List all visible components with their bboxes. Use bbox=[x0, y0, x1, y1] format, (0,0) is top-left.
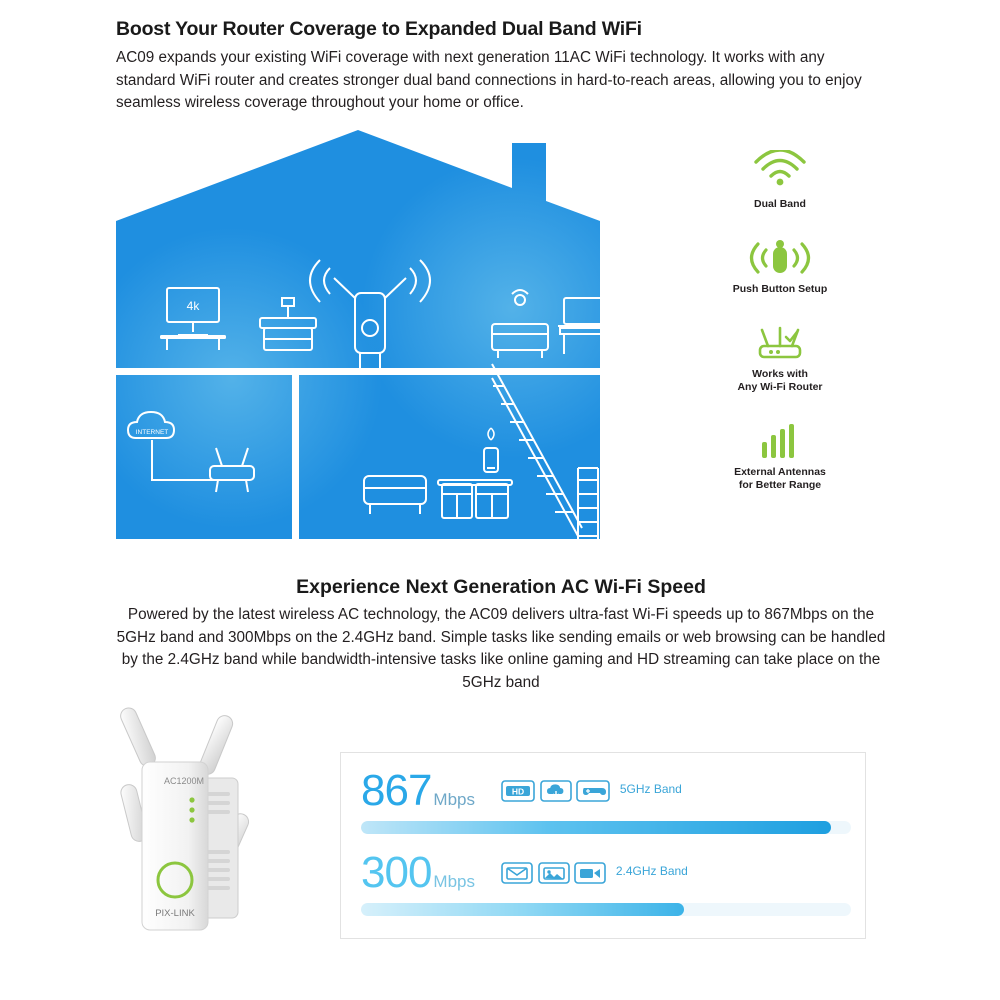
feature-external-antennas bbox=[690, 416, 870, 492]
section-one-heading: Boost Your Router Coverage to Expanded Dual Band WiFi bbox=[116, 18, 642, 40]
speed-icons-24ghz bbox=[501, 862, 606, 884]
cloud-icon bbox=[540, 780, 572, 802]
feature-works-with-router bbox=[690, 318, 870, 394]
cloud-internet-label: INTERNET bbox=[135, 429, 169, 436]
speed-unit-24ghz: Mbps bbox=[433, 872, 475, 891]
device-image bbox=[120, 700, 350, 960]
speed-bar-fill-24ghz bbox=[361, 903, 684, 916]
section-one bbox=[116, 18, 888, 115]
router-icon bbox=[690, 318, 870, 362]
feature-label-works-with-line1: Works with bbox=[752, 368, 808, 380]
feature-list bbox=[690, 148, 870, 514]
section-two bbox=[110, 576, 892, 694]
gamepad-icon bbox=[576, 780, 610, 802]
feature-dual-band bbox=[690, 148, 870, 211]
speed-value-5ghz: 867 bbox=[361, 766, 432, 815]
mail-icon bbox=[501, 862, 533, 884]
speed-bar-track-24ghz bbox=[361, 903, 851, 916]
feature-label-dual-band: Dual Band bbox=[754, 198, 806, 210]
speed-panel bbox=[340, 752, 866, 939]
svg-text:HD: HD bbox=[512, 786, 525, 797]
section-two-heading: Experience Next Generation AC Wi-Fi Speed bbox=[296, 576, 706, 598]
push-button-icon bbox=[690, 233, 870, 277]
speed-row-5ghz bbox=[361, 767, 851, 834]
speed-unit-5ghz: Mbps bbox=[433, 790, 475, 809]
section-two-body: Powered by the latest wireless AC technology, the AC09 delivers ultra-fast Wi-Fi speeds up to 867Mbps on the 5GHz band and 300Mbps on the 2.4GHz band. Simple tasks like sending emails or web browsing can be handled by the 2.4GHz band while bandwidth-intensive tasks like online gaming and HD streaming can take place on the 5GHz band bbox=[116, 606, 886, 691]
speed-bar-track-5ghz bbox=[361, 821, 851, 834]
house-illustration bbox=[112, 128, 642, 543]
device-brand-label: PIX-LINK bbox=[155, 908, 195, 919]
tv-4k-label: 4k bbox=[186, 299, 200, 313]
speed-bar-fill-5ghz bbox=[361, 821, 831, 834]
feature-label-push-button: Push Button Setup bbox=[732, 283, 828, 295]
speed-icons-5ghz bbox=[501, 780, 610, 802]
feature-push-button-setup bbox=[690, 233, 870, 296]
feature-label-antennas-line2: for Better Range bbox=[738, 479, 822, 491]
video-icon bbox=[574, 862, 606, 884]
section-one-body: AC09 expands your existing WiFi coverage with next generation 11AC WiFi technology. It works with any standard WiFi router and creates stronger dual band connections in hard-to-reach areas, allowing you to enjoy seamless wireless coverage throughout your home or office. bbox=[116, 49, 862, 111]
feature-label-works-with-line2: Any Wi-Fi Router bbox=[737, 381, 823, 393]
speed-row-24ghz bbox=[361, 849, 851, 916]
device-model-label: AC1200M bbox=[164, 776, 205, 786]
band-label-5ghz: 5GHz Band bbox=[619, 782, 682, 796]
hd-icon bbox=[501, 780, 535, 802]
band-label-24ghz: 2.4GHz Band bbox=[615, 864, 688, 878]
antenna-bars-icon bbox=[690, 416, 870, 460]
photo-icon bbox=[538, 862, 570, 884]
feature-label-antennas-line1: External Antennas bbox=[734, 466, 826, 478]
wifi-signal-icon bbox=[690, 148, 870, 192]
speed-value-24ghz: 300 bbox=[361, 848, 432, 897]
